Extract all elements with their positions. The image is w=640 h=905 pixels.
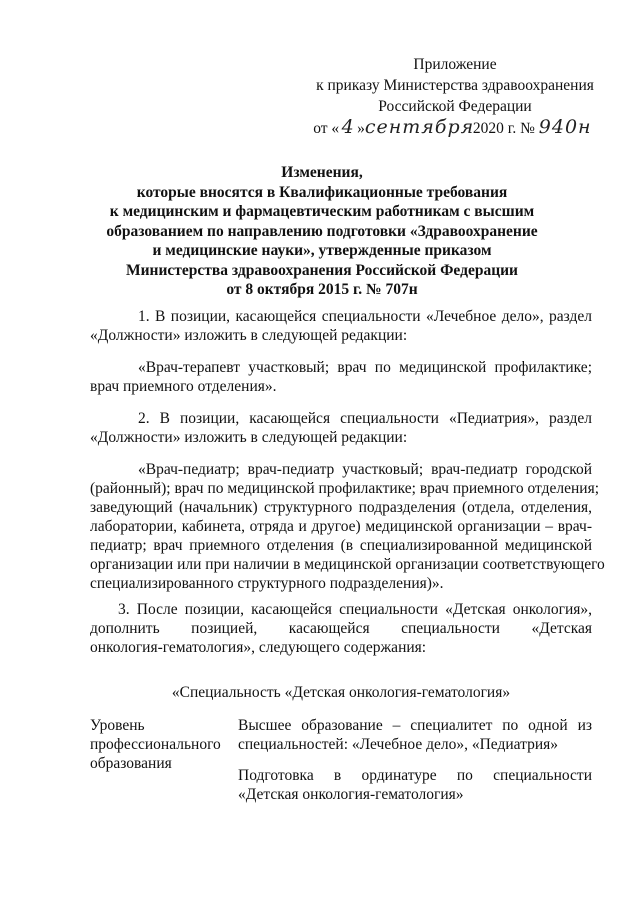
date-prefix: от «: [313, 120, 340, 137]
paragraph-line: лаборатории, кабинета, отряда и другое) медицинской организации – врач-: [90, 518, 592, 535]
value-line: Высшее образование – специалитет по одной из: [238, 717, 592, 734]
paragraph-3: [90, 409, 592, 447]
requirements-value-education: [238, 716, 592, 754]
appendix-header: [300, 54, 610, 139]
title-line: Изменения,: [281, 164, 363, 181]
paragraph-5: [90, 600, 592, 657]
paragraph-line: 2. В позиции, касающейся специальности «Педиатрия», раздел: [138, 410, 592, 427]
handwritten-month: сентября: [364, 116, 475, 138]
label-line: Уровень: [90, 717, 145, 734]
paragraph-1: [90, 307, 592, 345]
date-year: 2020 г. №: [472, 120, 535, 137]
paragraph-line: дополнить позицией, касающейся специальности «Детская: [90, 620, 592, 637]
label-line: образования: [90, 755, 172, 772]
appendix-date-line: [300, 117, 610, 139]
paragraph-line: онкология-гематология», следующего содержания:: [90, 639, 427, 656]
title-line: от 8 октября 2015 г. № 707н: [226, 281, 418, 298]
paragraph-line: врач приемного отделения».: [90, 378, 277, 395]
value-line: Подготовка в ординатуре по специальности: [238, 767, 592, 784]
title-line: которые вносятся в Квалификационные требования: [136, 183, 508, 201]
paragraph-4: [90, 460, 605, 593]
title-line: и медицинские науки», утвержденные приказом: [152, 242, 492, 259]
paragraph-line: 1. В позиции, касающейся специальности «Лечебное дело», раздел: [138, 308, 592, 325]
handwritten-order-number: 940н: [538, 116, 592, 138]
requirements-value-residency: [238, 766, 592, 804]
paragraph-line: «Врач-педиатр; врач-педиатр участковый; врач-педиатр городской: [138, 461, 592, 478]
paragraph-line: «Должности» изложить в следующей редакции:: [90, 429, 408, 446]
value-line: специальностей: «Лечебное дело», «Педиатрия»: [238, 736, 559, 753]
paragraph-2: [90, 358, 592, 396]
appendix-order-ref: к приказу Министерства здравоохранения: [316, 77, 594, 94]
paragraph-line: педиатр; врач приемного отделения (в специализированной медицинской: [90, 537, 592, 554]
appendix-federation: Российской Федерации: [378, 98, 532, 115]
title-line: к медицинским и фармацевтическим работникам с высшим: [109, 203, 535, 220]
paragraph-line: «Должности» изложить в следующей редакции:: [90, 327, 408, 344]
requirements-label: [90, 716, 230, 773]
document-title: [72, 163, 572, 300]
paragraph-line: специализированного структурного подразделения)».: [90, 575, 444, 592]
paragraph-line: «Врач-терапевт участковый; врач по медицинской профилактике;: [138, 359, 592, 376]
paragraph-line: (районный); врач по медицинской профилактике; врач приемного отделения;: [90, 480, 600, 497]
handwritten-day: 4: [341, 116, 355, 138]
paragraph-line: 3. После позиции, касающейся специальности «Детская онкология»,: [118, 601, 592, 618]
title-line: образованием по направлению подготовки «Здравоохранение: [106, 222, 538, 240]
label-line: профессионального: [90, 736, 221, 753]
date-mid: »: [357, 120, 365, 137]
specialty-heading: «Специальность «Детская онкология-гематология»: [171, 684, 511, 701]
paragraph-line: заведующий (начальник) структурного подразделения (отдела, отделения,: [90, 499, 592, 516]
appendix-title: Приложение: [413, 56, 497, 73]
title-line: Министерства здравоохранения Российской Федерации: [126, 261, 518, 279]
value-line: «Детская онкология-гематология»: [238, 786, 464, 803]
paragraph-line: организации или при наличии в медицинской организации соответствующего: [90, 556, 605, 573]
